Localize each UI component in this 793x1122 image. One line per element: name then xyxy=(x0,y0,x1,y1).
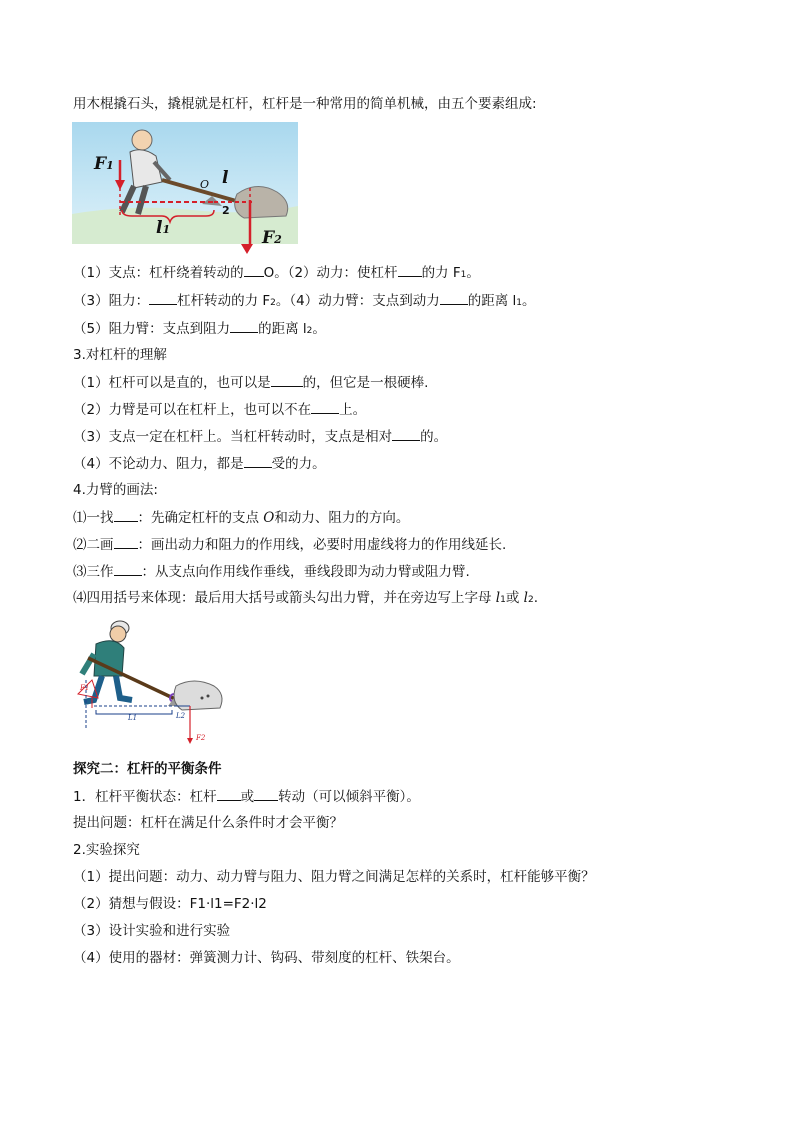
fig2-f1-label: F1 xyxy=(80,684,90,692)
sec5-p7: （4）使用的器材：弹簧测力计、钩码、带刻度的杠杆、铁架台。 xyxy=(73,950,460,966)
sec4-p3: ⑶三作 ：从支点向作用线作垂线，垂线段即为动力臂或阻力臂. xyxy=(73,564,470,580)
blank xyxy=(271,373,303,387)
sec3-p1: （1）杠杆可以是直的，也可以是 的，但它是一根硬棒. xyxy=(73,375,429,391)
fig2-l2-label: L2 xyxy=(176,712,186,720)
sec5-p5: （2）猜想与假设：F1·l1=F2·l2 xyxy=(73,896,267,912)
item-line-1: （1）支点：杠杆绕着转动的 O。（2）动力：使杠杆 的力 F1。 xyxy=(73,265,480,281)
l2-label: l xyxy=(222,168,229,188)
sec5-p1: 1．杠杆平衡状态：杠杆 或 转动（可以倾斜平衡）。 xyxy=(73,789,420,805)
fig2-f2-label: F2 xyxy=(196,734,206,742)
blank xyxy=(244,454,272,468)
f2-subscript: 2 xyxy=(274,233,282,246)
sec5-p6: （3）设计实验和进行实验 xyxy=(73,923,231,939)
o-label: O xyxy=(200,178,210,191)
section-4-title: 4.力臂的画法: xyxy=(73,482,158,498)
item-line-2: （3）阻力： 杠杆转动的力 F2。（4）动力臂：支点到动力 的距离 l1。 xyxy=(73,293,536,309)
sec5-p3: 2.实验探究 xyxy=(73,842,140,858)
item-line-3: （5）阻力臂：支点到阻力 的距离 l2。 xyxy=(73,321,326,337)
l2-subscript: 2 xyxy=(222,204,230,217)
lever-figure-2 xyxy=(72,614,232,748)
f1-label: F xyxy=(94,154,107,174)
f2-arrowhead xyxy=(240,244,254,256)
blank xyxy=(114,535,138,549)
l1-label: l xyxy=(156,218,163,238)
blank xyxy=(392,427,420,441)
sec3-p2: （2）力臂是可以在杠杆上，也可以不在 上。 xyxy=(73,402,367,418)
section-heading-explore-2: 探究二：杠杆的平衡条件 xyxy=(73,761,222,777)
l1-subscript: 1 xyxy=(162,223,171,236)
blank xyxy=(244,263,264,277)
sec5-p2: 提出问题：杠杆在满足什么条件时才会平衡？ xyxy=(73,815,343,831)
sec4-p2: ⑵二画 ：画出动力和阻力的作用线，必要时用虚线将力的作用线延长. xyxy=(73,537,507,553)
f2-label: F xyxy=(262,228,275,248)
blank xyxy=(230,319,258,333)
blank xyxy=(440,291,468,305)
blank xyxy=(114,562,142,576)
blank xyxy=(398,263,422,277)
intro-text: 用木棍撬石头，撬棍就是杠杆，杠杆是一种常用的简单机械，由五个要素组成: xyxy=(73,96,537,112)
blank xyxy=(254,787,278,801)
f1-subscript: 1 xyxy=(106,159,114,172)
lever-illustration-2 xyxy=(72,614,232,748)
sec4-p1: ⑴一找 ：先确定杠杆的支点 O和动力、阻力的方向。 xyxy=(73,510,410,526)
blank xyxy=(311,400,339,414)
lever-illustration-1 xyxy=(72,122,298,244)
lever-figure-1 xyxy=(72,122,298,244)
blank xyxy=(149,291,177,305)
sec4-p4: ⑷四用括号来体现：最后用大括号或箭头勾出力臂，并在旁边写上字母 l1或 l2. xyxy=(73,590,539,606)
blank xyxy=(114,508,138,522)
sec5-p4: （1）提出问题：动力、动力臂与阻力、阻力臂之间满足怎样的关系时，杠杆能够平衡？ xyxy=(73,869,595,885)
section-3-title: 3.对杠杆的理解 xyxy=(73,347,167,363)
sec3-p3: （3）支点一定在杠杆上。当杠杆转动时，支点是相对 的。 xyxy=(73,429,448,445)
fig2-l1-label: L1 xyxy=(128,714,138,722)
blank xyxy=(217,787,241,801)
sec3-p4: （4）不论动力、阻力，都是 受的力。 xyxy=(73,456,326,472)
